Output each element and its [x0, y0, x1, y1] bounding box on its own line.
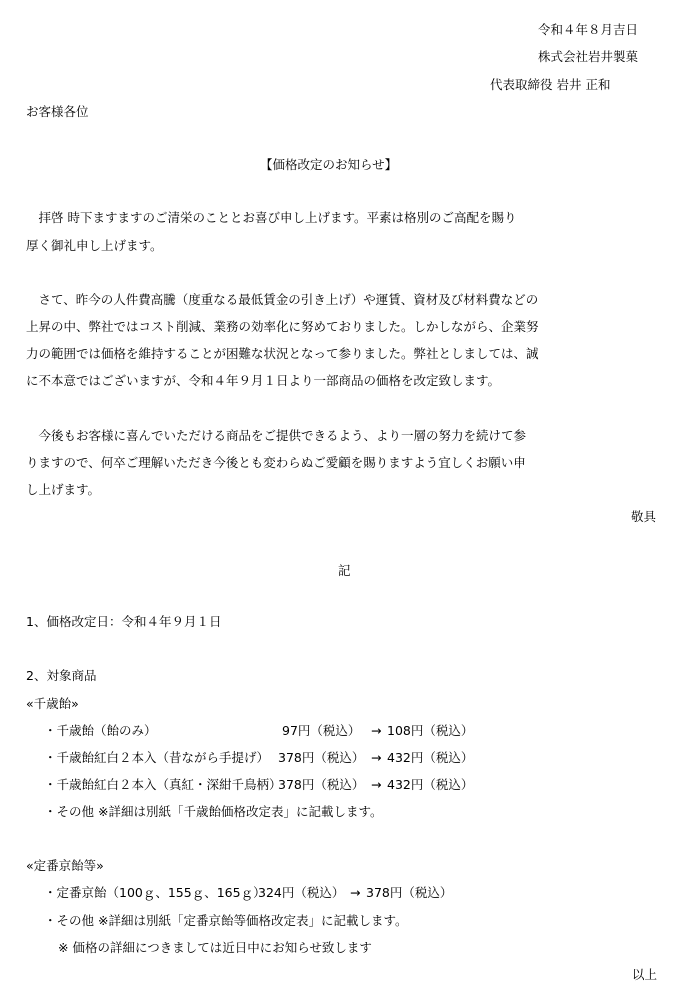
product-name: ・千歳飴（飴のみ） — [44, 723, 157, 738]
product-name: ・千歳飴紅白２本入（昔ながら手提げ） — [44, 750, 270, 765]
arrow: → — [371, 723, 382, 738]
old-price: 97円（税込） — [282, 723, 361, 738]
paragraph2-line-1: 今後もお客様に喜んでいただける商品をご提供できるよう、より一層の努力を続けて参 — [26, 428, 527, 443]
document-date: 令和４年８月吉日 — [538, 22, 639, 37]
arrow: → — [371, 750, 382, 765]
arrow: → — [371, 777, 382, 792]
group2-heading: «定番京飴等» — [26, 858, 104, 873]
old-price: 378円（税込） — [278, 777, 365, 792]
arrow: → — [350, 885, 361, 900]
group2-other: ・その他 ※詳細は別紙「定番京飴等価格改定表」に記載します。 — [44, 913, 408, 928]
greeting-line-2: 厚く御礼申し上げます。 — [26, 238, 163, 253]
company-name: 株式会社岩井製菓 — [538, 49, 639, 64]
closing-ijo: 以上 — [632, 967, 658, 982]
target-products-heading: 2、対象商品 — [26, 668, 97, 683]
revision-date: 1、価格改定日：令和４年９月１日 — [26, 614, 222, 629]
group1-other: ・その他 ※詳細は別紙「千歳飴価格改定表」に記載します。 — [44, 804, 383, 819]
paragraph1-line-2: 上昇の中、弊社ではコスト削減、業務の効率化に努めておりました。しかしながら、企業努 — [26, 319, 539, 334]
new-price: 432円（税込） — [387, 750, 474, 765]
new-price: 108円（税込） — [387, 723, 474, 738]
product-name: ・定番京飴（100ｇ、155ｇ、165ｇ） — [44, 885, 266, 900]
ki-heading: 記 — [338, 563, 351, 578]
representative-name: 代表取締役 岩井 正和 — [490, 77, 611, 92]
paragraph1-line-1: さて、昨今の人件費高騰（度重なる最低賃金の引き上げ）や運賃、資材及び材料費などの — [26, 292, 539, 307]
paragraph1-line-3: 力の範囲では価格を維持することが困難な状況となって参りました。弊社としましては、誠 — [26, 346, 539, 361]
paragraph2-line-3: し上げます。 — [26, 482, 101, 497]
addressee: お客様各位 — [26, 104, 89, 119]
product-name: ・千歳飴紅白２本入（真紅・深紺千鳥柄） — [44, 777, 282, 792]
closing-keigu: 敬具 — [631, 509, 657, 524]
paragraph1-line-4: に不本意ではございますが、令和４年９月１日より一部商品の価格を改定致します。 — [26, 373, 501, 388]
old-price: 378円（税込） — [278, 750, 365, 765]
document-title: 【価格改定のお知らせ】 — [260, 157, 398, 172]
price-detail-note: ※ 価格の詳細につきましては近日中にお知らせ致します — [58, 940, 372, 955]
new-price: 432円（税込） — [387, 777, 474, 792]
paragraph2-line-2: りますので、何卒ご理解いただき今後とも変わらぬご愛顧を賜りますよう宜しくお願い申 — [26, 455, 526, 470]
new-price: 378円（税込） — [366, 885, 453, 900]
greeting-line-1: 拝啓 時下ますますのご清栄のこととお喜び申し上げます。平素は格別のご高配を賜り — [26, 210, 517, 225]
old-price: 324円（税込） — [258, 885, 345, 900]
group1-heading: «千歳飴» — [26, 696, 79, 711]
